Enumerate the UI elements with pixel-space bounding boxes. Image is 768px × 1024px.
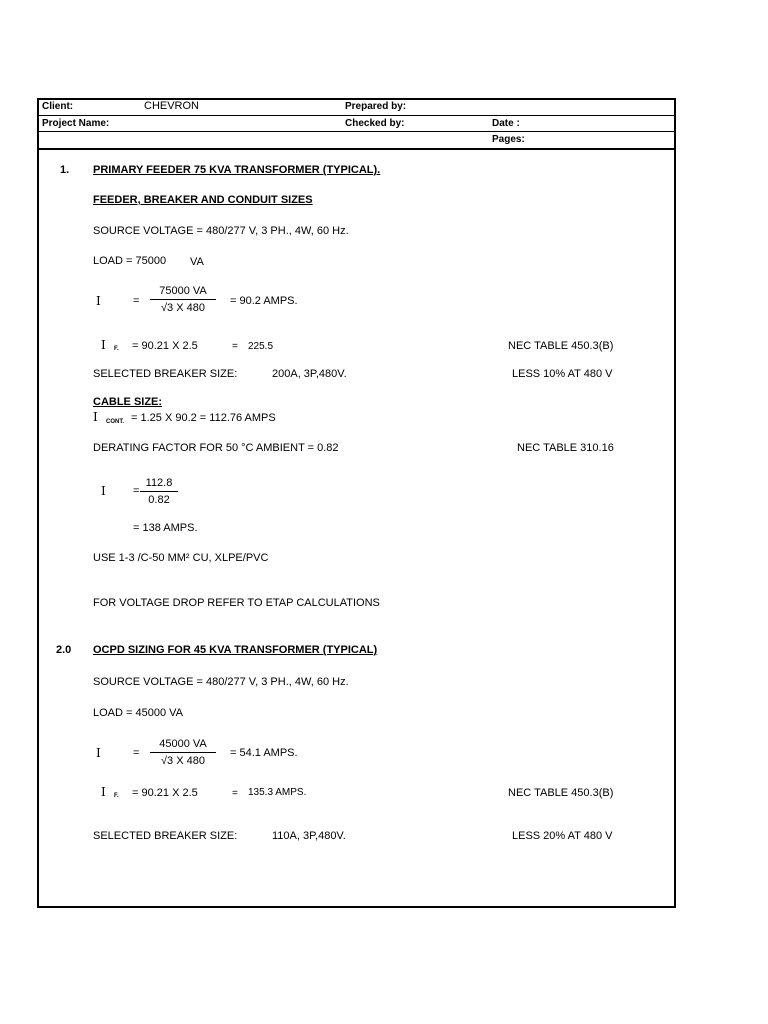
project-name-label: Project Name: — [42, 118, 110, 129]
prepared-by-label: Prepared by: — [345, 101, 407, 112]
s2-nec-450: NEC TABLE 450.3(B) — [508, 787, 614, 799]
s1-fraction-numerator: 75000 VA — [150, 285, 216, 300]
s2-if-symbol: I — [101, 785, 106, 799]
s1-breaker-value: 200A, 3P,480V. — [272, 368, 347, 380]
s1-i2-fraction — [140, 477, 178, 506]
s1-load-unit: VA — [190, 256, 204, 268]
header-divider-3 — [38, 148, 676, 150]
s1-i2-numerator: 112.8 — [140, 477, 178, 492]
header-divider-1 — [38, 115, 676, 116]
section-1-number: 1. — [60, 164, 70, 176]
section-2-title: OCPD SIZING FOR 45 KVA TRANSFORMER (TYPICAL) — [93, 644, 378, 656]
s1-use-cable: USE 1-3 /C-50 MM² CU, XLPE/PVC — [93, 552, 269, 564]
s1-if-subscript: F. — [114, 346, 119, 352]
s1-equals: = — [133, 295, 140, 307]
s1-nec-310: NEC TABLE 310.16 — [517, 442, 614, 454]
client-label: Client: — [42, 101, 74, 112]
s2-fraction-denominator: √3 X 480 — [161, 755, 205, 767]
section-2-number: 2.0 — [56, 644, 72, 656]
s1-if-expression: = 90.21 X 2.5 — [132, 340, 198, 352]
s2-if-value: 135.3 AMPS. — [248, 787, 307, 798]
s1-less-10: LESS 10% AT 480 V — [512, 368, 613, 380]
client-value: CHEVRON — [144, 100, 200, 112]
s1-cable-size-heading: CABLE SIZE: — [93, 396, 163, 408]
s1-i2-symbol: I — [101, 484, 106, 498]
s1-current-symbol: I — [96, 294, 101, 308]
s1-nec-450: NEC TABLE 450.3(B) — [508, 340, 614, 352]
s2-current-symbol: I — [96, 746, 101, 760]
s1-if-symbol: I — [101, 338, 106, 352]
s1-voltage-drop-note: FOR VOLTAGE DROP REFER TO ETAP CALCULATIONS — [93, 597, 380, 609]
section-1-title: PRIMARY FEEDER 75 KVA TRANSFORMER (TYPICAL). — [93, 164, 381, 176]
s1-current-fraction — [150, 285, 216, 314]
section-1-subtitle: FEEDER, BREAKER AND CONDUIT SIZES — [93, 194, 313, 206]
s1-if-value: 225.5 — [248, 341, 274, 352]
header-divider-2 — [38, 131, 676, 132]
date-label: Date : — [492, 118, 520, 129]
s1-icont-symbol: I — [93, 410, 98, 424]
s1-i2-denominator: 0.82 — [148, 494, 170, 506]
s2-breaker-label: SELECTED BREAKER SIZE: — [93, 830, 238, 842]
s2-less-20: LESS 20% AT 480 V — [512, 830, 613, 842]
s2-breaker-value: 110A, 3P,480V. — [272, 830, 346, 842]
s2-if-expression: = 90.21 X 2.5 — [132, 787, 198, 799]
s2-current-fraction — [150, 738, 216, 767]
s2-if-subscript: F. — [114, 793, 119, 799]
s1-i2-equals: = — [133, 485, 140, 497]
s2-fraction-numerator: 45000 VA — [150, 738, 216, 753]
pages-label: Pages: — [492, 134, 525, 145]
s1-if-equals: = — [232, 341, 238, 352]
s2-source-voltage: SOURCE VOLTAGE = 480/277 V, 3 PH., 4W, 60 Hz. — [93, 676, 349, 688]
s2-if-equals: = — [232, 788, 238, 799]
s1-icont-subscript: CONT. — [106, 419, 124, 425]
s2-current-result: = 54.1 AMPS. — [230, 747, 298, 759]
s1-i2-result: = 138 AMPS. — [133, 522, 198, 534]
s1-load: LOAD = 75000 — [93, 255, 167, 267]
s1-current-result: = 90.2 AMPS. — [230, 295, 298, 307]
s1-fraction-denominator: √3 X 480 — [161, 302, 205, 314]
s1-source-voltage: SOURCE VOLTAGE = 480/277 V, 3 PH., 4W, 60 Hz. — [93, 225, 349, 237]
s1-icont-expression: = 1.25 X 90.2 = 112.76 AMPS — [131, 412, 276, 424]
s1-breaker-label: SELECTED BREAKER SIZE: — [93, 368, 238, 380]
s2-load: LOAD = 45000 VA — [93, 707, 183, 719]
s2-equals: = — [133, 747, 140, 759]
s1-derating: DERATING FACTOR FOR 50 °C AMBIENT = 0.82 — [93, 442, 339, 454]
checked-by-label: Checked by: — [345, 118, 405, 129]
